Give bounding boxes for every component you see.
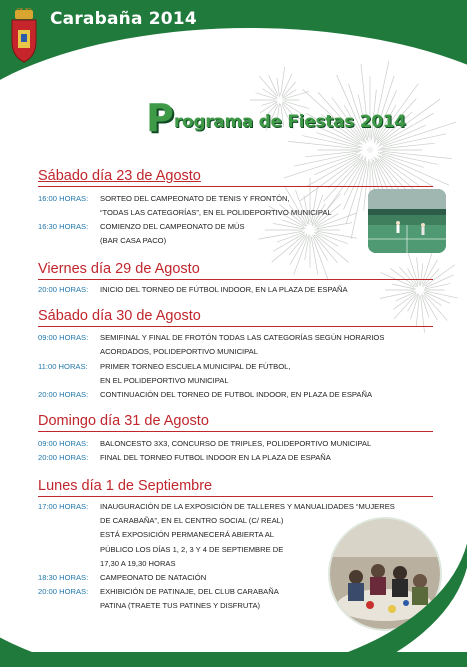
event-time: 20:00 HORAS: <box>38 587 89 596</box>
day-rule <box>38 186 433 187</box>
event-text: COMIENZO DEL CAMPEONATO DE MÚS <box>100 222 245 231</box>
day-rule <box>38 326 433 327</box>
day-heading-31-agosto: Domingo día 31 de Agosto <box>38 413 209 429</box>
event-row <box>38 362 290 372</box>
day-rule <box>38 496 433 497</box>
event-time: 09:00 HORAS: <box>38 333 89 342</box>
event-text: INAUGURACIÓN DE LA EXPOSICIÓN DE TALLERES Y MANUALIDADES “MUJERES <box>100 502 395 511</box>
footer-band <box>0 652 467 667</box>
event-row <box>38 333 384 343</box>
day-heading-1-septiembre: Lunes día 1 de Septiembre <box>38 478 213 494</box>
event-text-cont: (BAR CASA PACO) <box>100 236 167 245</box>
event-time: 20:00 HORAS: <box>38 453 89 462</box>
firework-ray <box>424 295 447 321</box>
firework-ray <box>306 156 360 187</box>
event-row <box>38 194 290 204</box>
event-text-cont: DE CARABAÑA”, EN EL CENTRO SOCIAL (C/ REAL) <box>100 516 284 525</box>
event-time: 18:30 HORAS: <box>38 573 89 582</box>
event-text-cont: ACORDADOS, POLIDEPORTIVO MUNICIPAL <box>100 347 258 356</box>
event-time: 11:00 HORAS: <box>38 362 88 371</box>
event-time: 17:00 HORAS: <box>38 502 89 511</box>
event-row <box>38 439 371 449</box>
program-title-rest: rograma de Fiestas 2014 <box>173 112 406 132</box>
event-text: INICIO DEL TORNEO DE FÚTBOL INDOOR, EN LA PLAZA DE ESPAÑA <box>100 285 348 294</box>
event-row <box>38 390 372 400</box>
event-text: EXHIBICIÓN DE PATINAJE, DEL CLUB CARABAÑA <box>100 587 279 596</box>
event-time: 20:00 HORAS: <box>38 390 89 399</box>
event-text-cont: PATINA (TRAETE TUS PATINES Y DISFRUTA) <box>100 601 261 610</box>
firework-ray <box>259 76 277 96</box>
day-heading-29-agosto: Viernes día 29 de Agosto <box>38 261 200 277</box>
coat-of-arms-icon <box>9 8 39 64</box>
event-text: FINAL DEL TORNEO FUTBOL INDOOR EN LA PLAZA DE ESPAÑA <box>100 453 331 462</box>
event-row <box>38 285 348 295</box>
header-title: Carabaña 2014 <box>50 9 197 29</box>
footer-curve <box>0 520 467 667</box>
event-text: PRIMER TORNEO ESCUELA MUNICIPAL DE FÚTBOL, <box>100 362 291 371</box>
event-text: BALONCESTO 3X3, CONCURSO DE TRIPLES, POLIDEPORTIVO MUNICIPAL <box>100 439 372 448</box>
firework-ray <box>380 156 434 187</box>
event-text: SORTEO DEL CAMPEONATO DE TENIS Y FRONTÓN, <box>100 194 290 203</box>
tennis-court-photo <box>368 189 446 253</box>
firework-ray <box>425 265 455 286</box>
event-row <box>38 453 331 463</box>
event-text-cont: ESTÁ EXPOSICIÓN PERMANECERÁ ABIERTA AL <box>100 530 275 539</box>
event-text: CAMPEONATO DE NATACIÓN <box>100 573 207 582</box>
firework-ray <box>344 157 366 195</box>
event-text-cont: “TODAS LAS CATEGORÍAS”, EN EL POLIDEPORTIVO MUNICIPAL <box>100 208 332 217</box>
event-text: SEMIFINAL Y FINAL DE FROTÓN TODAS LAS CATEGORÍAS SEGÚN HORARIOS <box>100 333 385 342</box>
event-text: CONTINUACIÓN DEL TORNEO DE FUTBOL INDOOR, EN PLAZA DE ESPAÑA <box>100 390 373 399</box>
event-row <box>38 502 395 512</box>
event-time: 20:00 HORAS: <box>38 285 89 294</box>
day-heading-23-agosto: Sábado día 23 de Agosto <box>38 168 201 184</box>
event-text-cont: EN EL POLIDEPORTIVO MUNICIPAL <box>100 376 229 385</box>
day-rule <box>38 431 433 432</box>
event-time: 16:30 HORAS: <box>38 222 89 231</box>
event-row <box>38 222 245 232</box>
firework-ray <box>282 82 295 97</box>
day-heading-30-agosto: Sábado día 30 de Agosto <box>38 308 201 324</box>
event-time: 16:00 HORAS: <box>38 194 89 203</box>
program-title-initial: P <box>146 96 174 140</box>
event-text-cont: 17,30 A 19,30 HORAS <box>100 559 176 568</box>
event-time: 09:00 HORAS: <box>38 439 89 448</box>
day-rule <box>38 279 433 280</box>
event-text-cont: PÚBLICO LOS DÍAS 1, 2, 3 Y 4 DE SEPTIEMBRE DE <box>100 545 284 554</box>
program-title <box>146 96 406 140</box>
